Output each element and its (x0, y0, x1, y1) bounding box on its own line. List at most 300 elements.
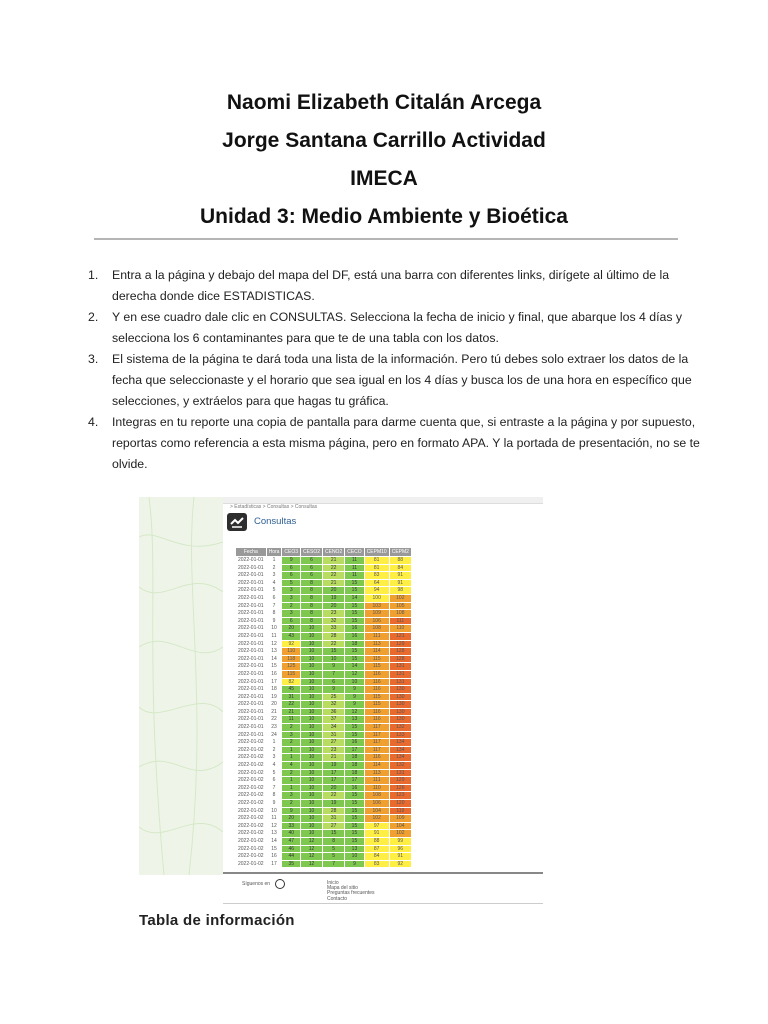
table-cell: 2 (266, 746, 282, 754)
table-cell: 126 (389, 784, 411, 792)
table-cell: 22 (323, 564, 345, 572)
table-cell: 130 (389, 708, 411, 716)
table-row (236, 724, 412, 732)
table-cell: 10 (301, 678, 323, 686)
table-cell: 2022-01-02 (236, 853, 267, 861)
table-cell: 131 (389, 670, 411, 678)
table-cell: 16 (266, 853, 282, 861)
table-cell: 16 (345, 739, 364, 747)
table-cell: 113 (364, 640, 389, 648)
col-ceco: CECO (345, 548, 364, 557)
table-cell: 11 (345, 572, 364, 580)
table-cell: 6 (266, 777, 282, 785)
table-cell: 108 (389, 610, 411, 618)
table-cell: 102 (389, 830, 411, 838)
table-cell: 115 (364, 693, 389, 701)
table-cell: 83 (364, 572, 389, 580)
table-cell: 3 (282, 610, 301, 618)
table-cell: 2022-01-01 (236, 587, 267, 595)
table-cell: 11 (345, 557, 364, 565)
author-name-2: Jorge Santana Carrillo Actividad (222, 129, 546, 152)
website-screenshot (139, 497, 543, 907)
site-nav-bar (223, 497, 543, 504)
table-cell: 11 (282, 716, 301, 724)
table-cell: 24 (266, 731, 282, 739)
table-cell: 2022-01-01 (236, 716, 267, 724)
table-cell: 2022-01-02 (236, 830, 267, 838)
table-cell: 7 (323, 670, 345, 678)
table-cell: 116 (364, 678, 389, 686)
table-cell: 17 (345, 777, 364, 785)
table-cell: 6 (323, 678, 345, 686)
site-footer-divider (223, 872, 543, 874)
table-cell: 7 (266, 784, 282, 792)
table-cell: 116 (364, 716, 389, 724)
table-cell: 2022-01-02 (236, 807, 267, 815)
table-row (236, 610, 412, 618)
table-cell: 15 (266, 663, 282, 671)
table-cell: 12 (266, 640, 282, 648)
table-cell: 14 (345, 663, 364, 671)
col-ceno2: CENO2 (323, 548, 345, 557)
table-cell: 9 (282, 557, 301, 565)
table-cell: 13 (266, 648, 282, 656)
table-cell: 22 (323, 792, 345, 800)
table-cell: 36 (323, 708, 345, 716)
table-cell: 9 (266, 800, 282, 808)
table-cell: 31 (323, 731, 345, 739)
table-cell: 2 (282, 769, 301, 777)
table-cell: 10 (301, 754, 323, 762)
table-row (236, 815, 412, 823)
table-cell: 2 (282, 724, 301, 732)
table-cell: 2022-01-01 (236, 693, 267, 701)
table-cell: 92 (282, 640, 301, 648)
table-cell: 10 (301, 716, 323, 724)
table-cell: 14 (345, 594, 364, 602)
table-cell: 17 (323, 777, 345, 785)
table-cell: 2022-01-01 (236, 648, 267, 656)
table-cell: 130 (389, 686, 411, 694)
table-cell: 12 (345, 670, 364, 678)
table-row (236, 617, 412, 625)
table-cell: 40 (282, 830, 301, 838)
table-cell: 9 (345, 686, 364, 694)
table-row (236, 754, 412, 762)
table-cell: 10 (301, 784, 323, 792)
table-cell: 21 (323, 754, 345, 762)
table-row (236, 640, 412, 648)
table-cell: 2022-01-02 (236, 837, 267, 845)
table-cell: 1 (282, 777, 301, 785)
table-cell: 2022-01-01 (236, 701, 267, 709)
table-cell: 110 (282, 648, 301, 656)
table-cell: 117 (364, 739, 389, 747)
author-name-1: Naomi Elizabeth Citalán Arcega (226, 91, 542, 114)
table-cell: 13 (345, 845, 364, 853)
table-cell: 108 (364, 792, 389, 800)
table-cell: 2022-01-01 (236, 617, 267, 625)
table-cell: 84 (364, 853, 389, 861)
table-cell: 15 (323, 830, 345, 838)
table-cell: 8 (301, 617, 323, 625)
table-cell: 118 (282, 655, 301, 663)
table-cell: 15 (323, 648, 345, 656)
table-cell: 130 (389, 693, 411, 701)
table-cell: 31 (323, 815, 345, 823)
table-cell: 8 (301, 587, 323, 595)
table-cell: 10 (301, 648, 323, 656)
table-cell: 111 (389, 617, 411, 625)
table-cell: 10 (301, 632, 323, 640)
table-cell: 2022-01-02 (236, 860, 267, 868)
table-cell: 21 (323, 579, 345, 587)
table-cell: 19 (323, 762, 345, 770)
table-row (236, 731, 412, 739)
table-cell: 2022-01-02 (236, 754, 267, 762)
table-cell: 18 (266, 686, 282, 694)
table-row (236, 663, 412, 671)
table-cell: 3 (282, 731, 301, 739)
table-cell: 46 (282, 845, 301, 853)
table-cell: 117 (364, 746, 389, 754)
table-cell: 43 (282, 632, 301, 640)
table-row (236, 769, 412, 777)
table-cell: 10 (301, 731, 323, 739)
table-row (236, 822, 412, 830)
table-row (236, 762, 412, 770)
table-cell: 20 (282, 815, 301, 823)
table-cell: 18 (345, 640, 364, 648)
table-cell: 16 (266, 670, 282, 678)
table-cell: 18 (345, 762, 364, 770)
table-cell: 8 (301, 602, 323, 610)
footer-link: Preguntas frecuentes (327, 890, 375, 897)
table-cell: 9 (282, 807, 301, 815)
bottom-divider (223, 903, 543, 904)
table-cell: 84 (389, 564, 411, 572)
table-cell: 10 (301, 777, 323, 785)
table-cell: 81 (364, 557, 389, 565)
table-cell: 13 (266, 830, 282, 838)
table-row (236, 693, 412, 701)
table-cell: 6 (282, 617, 301, 625)
footer-links (327, 881, 375, 902)
table-row (236, 853, 412, 861)
table-cell: 10 (301, 830, 323, 838)
table-cell: 2022-01-01 (236, 670, 267, 678)
table-cell: 123 (389, 792, 411, 800)
table-cell: 117 (364, 731, 389, 739)
instruction-list (84, 265, 714, 475)
table-cell: 96 (389, 845, 411, 853)
table-cell: 103 (364, 602, 389, 610)
table-cell: 22 (323, 572, 345, 580)
table-cell: 25 (323, 693, 345, 701)
table-cell: 20 (323, 602, 345, 610)
table-cell: 64 (364, 579, 389, 587)
table-cell: 91 (389, 579, 411, 587)
table-cell: 2022-01-02 (236, 769, 267, 777)
consultas-icon (227, 513, 247, 531)
table-cell: 34 (323, 724, 345, 732)
table-cell: 12 (345, 708, 364, 716)
table-cell: 10 (301, 746, 323, 754)
table-cell: 23 (266, 724, 282, 732)
table-cell: 10 (301, 792, 323, 800)
table-cell: 10 (301, 670, 323, 678)
col-ceso2: CESO2 (301, 548, 323, 557)
table-header-row (236, 548, 412, 557)
table-row (236, 792, 412, 800)
table-cell: 6 (266, 594, 282, 602)
table-cell: 131 (389, 663, 411, 671)
table-cell: 2 (282, 800, 301, 808)
imeca-table (235, 547, 412, 868)
table-cell: 20 (323, 784, 345, 792)
table-row (236, 572, 412, 580)
table-cell: 116 (364, 670, 389, 678)
table-cell: 92 (389, 860, 411, 868)
table-cell: 7 (323, 860, 345, 868)
table-cell: 4 (282, 762, 301, 770)
table-cell: 134 (389, 754, 411, 762)
table-cell: 1 (266, 739, 282, 747)
table-cell: 2 (282, 602, 301, 610)
table-cell: 16 (345, 632, 364, 640)
col-cepm10: CEPM10 (364, 548, 389, 557)
table-cell: 22 (266, 716, 282, 724)
table-cell: 82 (282, 678, 301, 686)
table-cell: 2 (266, 564, 282, 572)
table-cell: 132 (389, 724, 411, 732)
table-cell: 8 (323, 837, 345, 845)
table-cell: 28 (323, 807, 345, 815)
table-cell: 11 (345, 564, 364, 572)
table-cell: 13 (345, 716, 364, 724)
table-cell: 10 (323, 655, 345, 663)
table-cell: 131 (389, 678, 411, 686)
table-cell: 10 (266, 625, 282, 633)
table-row (236, 701, 412, 709)
table-cell: 109 (364, 610, 389, 618)
table-cell: 111 (364, 632, 389, 640)
table-cell: 1 (282, 754, 301, 762)
table-cell: 20 (323, 587, 345, 595)
table-cell: 20 (282, 625, 301, 633)
table-cell: 33 (282, 822, 301, 830)
table-cell: 11 (266, 632, 282, 640)
table-cell: 113 (364, 769, 389, 777)
table-cell: 102 (389, 594, 411, 602)
table-cell: 9 (266, 617, 282, 625)
table-cell: 15 (345, 822, 364, 830)
table-cell: 1 (282, 746, 301, 754)
table-cell: 120 (389, 800, 411, 808)
table-cell: 131 (389, 769, 411, 777)
table-cell: 114 (364, 648, 389, 656)
col-ceo3: CEO3 (282, 548, 301, 557)
table-cell: 114 (364, 762, 389, 770)
table-cell: 109 (389, 815, 411, 823)
table-cell: 81 (364, 564, 389, 572)
table-cell: 2022-01-01 (236, 708, 267, 716)
table-cell: 129 (389, 640, 411, 648)
table-cell: 91 (389, 572, 411, 580)
table-cell: 8 (301, 610, 323, 618)
table-cell: 2022-01-01 (236, 640, 267, 648)
table-cell: 97 (364, 822, 389, 830)
table-row (236, 670, 412, 678)
cover-header (0, 84, 768, 236)
table-cell: 10 (301, 822, 323, 830)
table-cell: 19 (266, 693, 282, 701)
table-cell: 23 (323, 746, 345, 754)
table-cell: 15 (345, 587, 364, 595)
table-cell: 2022-01-01 (236, 655, 267, 663)
table-cell: 8 (266, 610, 282, 618)
table-row (236, 860, 412, 868)
table-cell: 15 (345, 655, 364, 663)
table-cell: 10 (301, 724, 323, 732)
table-row (236, 739, 412, 747)
breadcrumb: > Estadísticas > Consultas > Consultas (230, 504, 318, 510)
table-cell: 10 (301, 739, 323, 747)
table-cell: 2022-01-02 (236, 777, 267, 785)
table-cell: 6 (282, 572, 301, 580)
table-cell: 3 (266, 572, 282, 580)
table-cell: 2022-01-02 (236, 792, 267, 800)
table-cell: 17 (266, 678, 282, 686)
table-cell: 27 (323, 822, 345, 830)
table-cell: 15 (345, 837, 364, 845)
table-cell: 2022-01-02 (236, 784, 267, 792)
table-cell: 121 (389, 632, 411, 640)
table-cell: 9 (323, 663, 345, 671)
table-cell: 35 (282, 860, 301, 868)
table-cell: 17 (266, 860, 282, 868)
table-cell: 104 (389, 822, 411, 830)
table-cell: 47 (282, 837, 301, 845)
table-cell: 45 (282, 686, 301, 694)
table-cell: 115 (364, 663, 389, 671)
header-divider (94, 238, 678, 240)
table-cell: 132 (389, 762, 411, 770)
unit-title: Unidad 3: Medio Ambiente y Bioética (200, 205, 568, 228)
table-cell: 12 (266, 822, 282, 830)
table-cell: 10 (301, 663, 323, 671)
table-cell: 2 (282, 739, 301, 747)
table-cell: 130 (389, 701, 411, 709)
table-cell: 2022-01-01 (236, 678, 267, 686)
table-cell: 14 (266, 655, 282, 663)
table-cell: 10 (301, 762, 323, 770)
table-cell: 12 (301, 853, 323, 861)
table-row (236, 800, 412, 808)
table-cell: 2022-01-01 (236, 632, 267, 640)
table-cell: 2022-01-02 (236, 739, 267, 747)
table-cell: 91 (364, 830, 389, 838)
table-cell: 21 (266, 708, 282, 716)
table-cell: 27 (323, 739, 345, 747)
table-row (236, 579, 412, 587)
table-cell: 3 (266, 754, 282, 762)
table-cell: 16 (345, 625, 364, 633)
table-cell: 9 (345, 701, 364, 709)
map-texture-panel (139, 497, 223, 875)
table-row (236, 678, 412, 686)
table-row (236, 708, 412, 716)
table-cell: 87 (364, 845, 389, 853)
table-cell: 125 (282, 663, 301, 671)
table-cell: 9 (323, 686, 345, 694)
table-row (236, 655, 412, 663)
table-cell: 4 (266, 762, 282, 770)
table-cell: 6 (282, 564, 301, 572)
table-cell: 2022-01-02 (236, 762, 267, 770)
table-cell: 9 (345, 693, 364, 701)
table-cell: 130 (389, 716, 411, 724)
instruction-item: 4. Integras en tu reporte una copia de pantalla para darme cuenta que, si entraste a la página y por supuesto, reportas como referencia a esta misma página, pero en formato APA. Y la portada de presentación, no se te olvide. (88, 415, 700, 471)
table-row (236, 716, 412, 724)
table-cell: 12 (301, 860, 323, 868)
table-cell: 106 (364, 617, 389, 625)
table-cell: 3 (282, 587, 301, 595)
table-cell: 5 (323, 845, 345, 853)
table-cell: 10 (266, 807, 282, 815)
table-cell: 2022-01-01 (236, 663, 267, 671)
table-cell: 14 (266, 837, 282, 845)
table-cell: 10 (301, 701, 323, 709)
table-cell: 111 (364, 777, 389, 785)
table-cell: 21 (323, 557, 345, 565)
table-cell: 10 (301, 807, 323, 815)
table-cell: 10 (301, 815, 323, 823)
table-cell: 5 (266, 769, 282, 777)
table-cell: 2022-01-02 (236, 845, 267, 853)
table-cell: 10 (301, 769, 323, 777)
table-cell: 15 (345, 815, 364, 823)
table-cell: 18 (345, 754, 364, 762)
table-cell: 115 (364, 701, 389, 709)
table-cell: 133 (389, 731, 411, 739)
table-cell: 15 (345, 617, 364, 625)
footer-link: Contacto (327, 895, 348, 902)
table-cell: 11 (266, 815, 282, 823)
table-cell: 2022-01-02 (236, 746, 267, 754)
table-row (236, 648, 412, 656)
table-cell: 17 (323, 769, 345, 777)
table-cell: 9 (345, 860, 364, 868)
table-cell: 83 (364, 860, 389, 868)
table-cell: 105 (389, 602, 411, 610)
table-cell: 128 (389, 648, 411, 656)
table-cell: 15 (266, 845, 282, 853)
footer-link: Inicio (327, 880, 339, 886)
table-cell: 2022-01-02 (236, 815, 267, 823)
table-cell: 10 (301, 640, 323, 648)
table-cell: 18 (345, 769, 364, 777)
table-cell: 32 (323, 617, 345, 625)
table-row (236, 830, 412, 838)
table-cell: 15 (345, 792, 364, 800)
table-row (236, 777, 412, 785)
table-cell: 15 (345, 807, 364, 815)
table-row (236, 845, 412, 853)
table-cell: 2022-01-01 (236, 594, 267, 602)
table-cell: 116 (364, 754, 389, 762)
table-cell: 2022-01-01 (236, 557, 267, 565)
